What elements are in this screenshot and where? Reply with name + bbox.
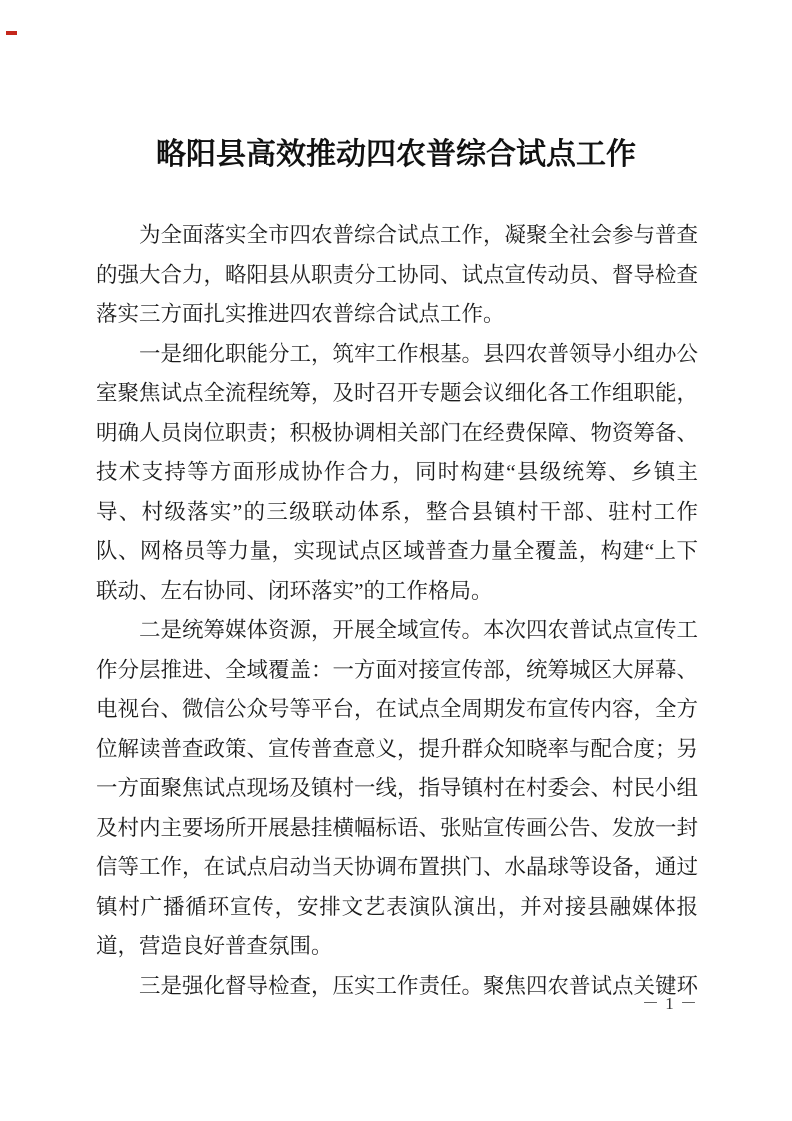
body-paragraph-point-three: 三是强化督导检查，压实工作责任。聚焦四农普试点关键环 [139,973,699,998]
body-paragraph-point-two: 二是统筹媒体资源，开展全域宣传。本次四农普试点宣传工作分层推进、全域覆盖：一方面对接宣传部，统筹城区大屏幕、电视台、微信公众号等平台，在试点全周期发布宣传内容，全方位解读普查政策、宣传普查意义，提升群众知晓率与配合度；另一方面聚焦试点现场及镇村一线，指导镇村在村委会、村民小组及村内主要场所开展悬挂横幅标语、张贴宣传画公告、发放一封信等工作，在试点启动当天协调布置拱门、水晶球等设备，通过镇村广播循环宣传，安排文艺表演队演出，并对接县融媒体报道，营造良好普查氛围。 [96,618,699,958]
page-number: － 1 － [642,994,698,1013]
body-paragraph-point-one: 一是细化职能分工，筑牢工作根基。县四农普领导小组办公室聚焦试点全流程统筹，及时召开专题会议细化各工作组职能，明确人员岗位职责；积极协调相关部门在经费保障、物资筹备、技术支持等方面形成协作合力，同时构建“县级统筹、乡镇主导、村级落实”的三级联动体系，整合县镇村干部、驻村工作队、网格员等力量，实现试点区域普查力量全覆盖，构建“上下联动、左右协同、闭环落实”的工作格局。 [96,341,699,603]
document-title: 略阳县高效推动四农普综合试点工作 [156,138,636,171]
body-paragraph-intro: 为全面落实全市四农普综合试点工作，凝聚全社会参与普查的强大合力，略阳县从职责分工协同、试点宣传动员、督导检查落实三方面扎实推进四农普综合试点工作。 [96,223,699,326]
document-body [96,216,698,1006]
red-corner-mark [6,31,17,35]
